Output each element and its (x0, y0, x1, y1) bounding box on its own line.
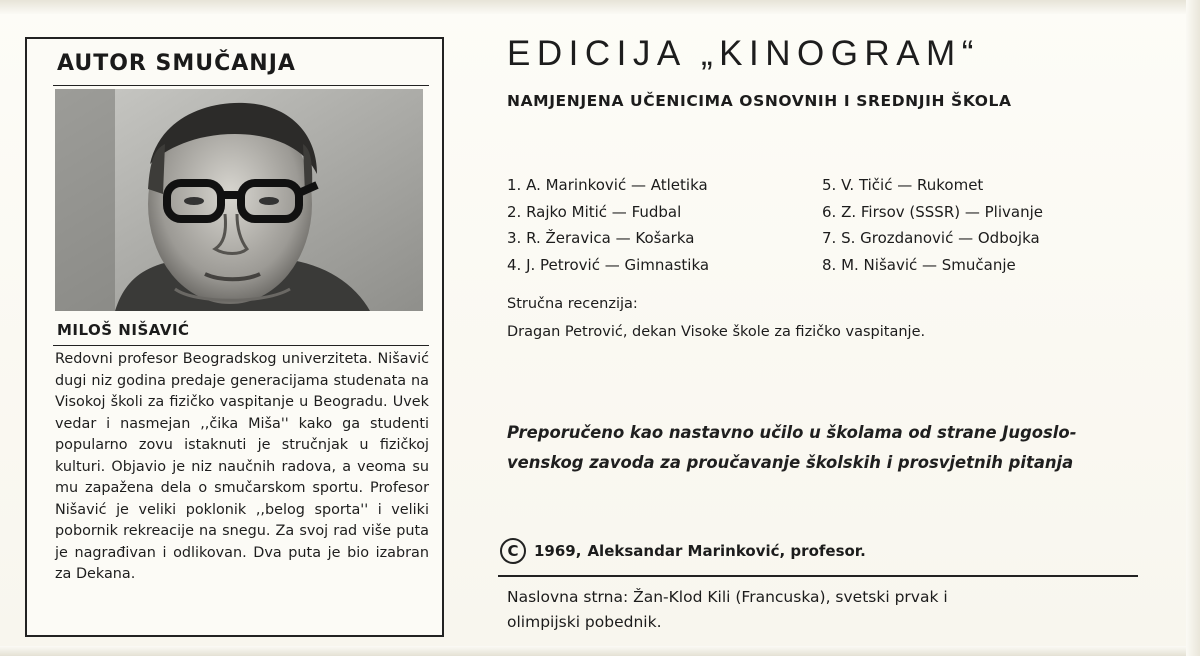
author-name: MILOŠ NIŠAVIĆ (57, 321, 190, 339)
heading-divider (53, 85, 429, 86)
list-item: 2. Rajko Mitić — Fudbal (507, 202, 682, 221)
copyright-year: 1969, (534, 542, 582, 560)
list-item: 8. M. Nišavić — Smučanje (822, 255, 1016, 274)
copyright-line (500, 538, 866, 564)
recommendation-line-1: Preporučeno kao nastavno učilo u školama od strane Jugoslo- (507, 423, 1077, 442)
list-item: 4. J. Petrović — Gimnastika (507, 255, 710, 274)
volume-column-left (507, 172, 709, 278)
footer-divider (498, 575, 1138, 577)
card-edge-right (1186, 0, 1200, 656)
bio-divider (53, 345, 429, 346)
edition-title: EDICIJA „KINOGRAM“ (507, 34, 980, 73)
card-edge-top (0, 0, 1200, 14)
review-text: Dragan Petrović, dekan Visoke škole za fizičko vaspitanje. (507, 324, 926, 340)
review-label: Stručna recenzija: (507, 296, 638, 312)
recommendation-line-2: venskog zavoda za proučavanje školskih i prosvjetnih pitanja (507, 453, 1074, 472)
cover-note-line-1: Naslovna strna: Žan-Klod Kili (Francuska), svetski prvak i (507, 588, 948, 606)
author-heading: AUTOR SMUČANJA (57, 51, 296, 76)
list-item: 3. R. Žeravica — Košarka (507, 229, 695, 247)
recommendation-text (507, 418, 1147, 478)
list-item: 7. S. Grozdanović — Odbojka (822, 229, 1040, 247)
copyright-holder: Aleksandar Marinković, profesor. (587, 542, 866, 560)
author-box (25, 37, 444, 637)
cover-note-line-2: olimpijski pobednik. (507, 613, 662, 631)
list-item: 1. A. Marinković — Atletika (507, 176, 708, 194)
author-bio: Redovni profesor Beogradskog univerziteta. Nišavić dugi niz godina predaje generacijama studenata na Visokoj školi za fizičko vaspitanje u Beogradu. Uvek vedar i nasmejan ,,čika Miša'' kako ga studenti popularno zovu istaknuti je stručnjak u fizičkoj kulturi. Objavio je niz naučnih radova, a veoma su mu zapažena dela o smučarskom sportu. Profesor Nišavić je veliki poklonik ,,belog sporta'' i veliki pobornik rekreacije na snegu. Za svoj rad više puta je nagrađivan i odlikovan. Dva puta je bio izabran za Dekana. (55, 351, 429, 582)
list-item: 6. Z. Firsov (SSSR) — Plivanje (822, 202, 1043, 221)
edition-subtitle: NAMJENJENA UČENICIMA OSNOVNIH I SREDNJIH ŠKOLA (507, 92, 1012, 110)
author-photo (55, 89, 423, 311)
list-item: 5. V. Tičić — Rukomet (822, 176, 984, 194)
author-portrait-image (55, 89, 423, 311)
cover-note (507, 585, 1147, 635)
volume-column-right (822, 172, 1043, 278)
card-edge-bottom (0, 646, 1200, 656)
copyright-icon: C (500, 538, 526, 564)
